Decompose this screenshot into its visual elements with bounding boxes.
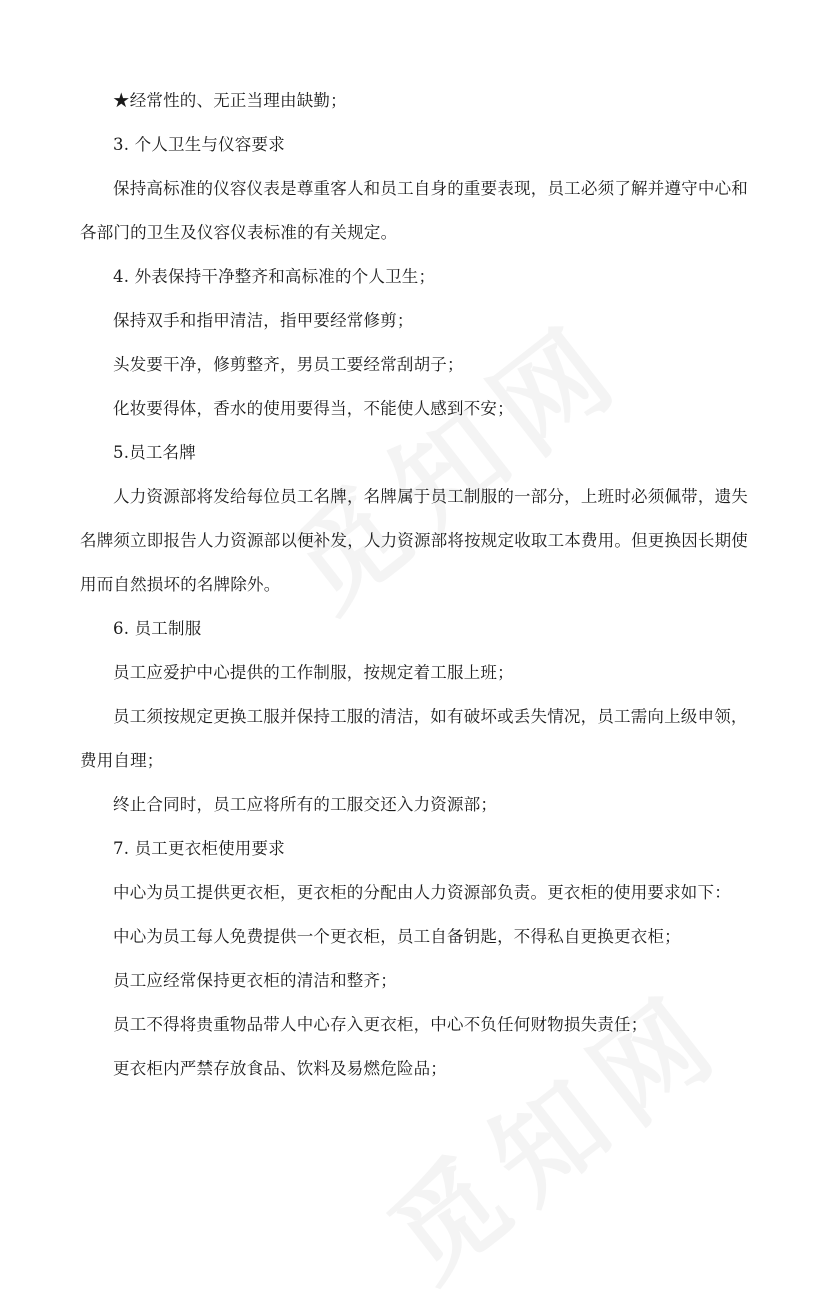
paragraph-line: 人力资源部将发给每位员工名牌，名牌属于员工制服的一部分，上班时必须佩带，遗失 (113, 487, 748, 506)
text-line: 员工应爱护中心提供的工作制服，按规定着工服上班； (113, 663, 514, 682)
text-line: 头发要干净，修剪整齐，男员工要经常刮胡子； (113, 355, 464, 374)
paragraph-line: 员工须按规定更换工服并保持工服的清洁，如有破坏或丢失情况，员工需向上级申领， (113, 707, 748, 726)
paragraph-line: 费用自理； (80, 751, 164, 770)
paragraph-line: 名牌须立即报告人力资源部以便补发，人力资源部将按规定收取工本费用。但更换因长期使 (80, 531, 748, 550)
text-line: 中心为员工每人免费提供一个更衣柜，员工自备钥匙，不得私自更换更衣柜； (113, 927, 681, 946)
paragraph-line: 用而自然损坏的名牌除外。 (80, 575, 281, 594)
text-line: 员工应经常保持更衣柜的清洁和整齐； (113, 971, 397, 990)
text-line: 中心为员工提供更衣柜，更衣柜的分配由人力资源部负责。更衣柜的使用要求如下： (113, 883, 731, 902)
text-line: 员工不得将贵重物品带人中心存入更衣柜，中心不负任何财物损失责任； (113, 1015, 648, 1034)
text-line: 终止合同时，员工应将所有的工服交还入力资源部； (113, 795, 498, 814)
section-heading: 7. 员工更衣柜使用要求 (113, 839, 285, 858)
section-heading: 5.员工名牌 (113, 443, 196, 462)
section-heading: 4. 外表保持干净整齐和高标准的个人卫生； (113, 267, 436, 286)
paragraph-line: 保持高标准的仪容仪表是尊重客人和员工自身的重要表现，员工必须了解并遵守中心和 (113, 179, 748, 198)
section-heading: 6. 员工制服 (113, 619, 202, 638)
paragraph-line: 各部门的卫生及仪容仪表标准的有关规定。 (80, 223, 398, 242)
watermark (352, 949, 752, 1309)
text-line: 更衣柜内严禁存放食品、饮料及易燃危险品； (113, 1059, 447, 1078)
section-heading: 3. 个人卫生与仪容要求 (113, 135, 285, 154)
text-line: 保持双手和指甲清洁，指甲要经常修剪； (113, 311, 414, 330)
text-line: 化妆要得体，香水的使用要得当，不能使人感到不安； (113, 399, 514, 418)
text-line: ★经常性的、无正当理由缺勤； (113, 91, 347, 110)
